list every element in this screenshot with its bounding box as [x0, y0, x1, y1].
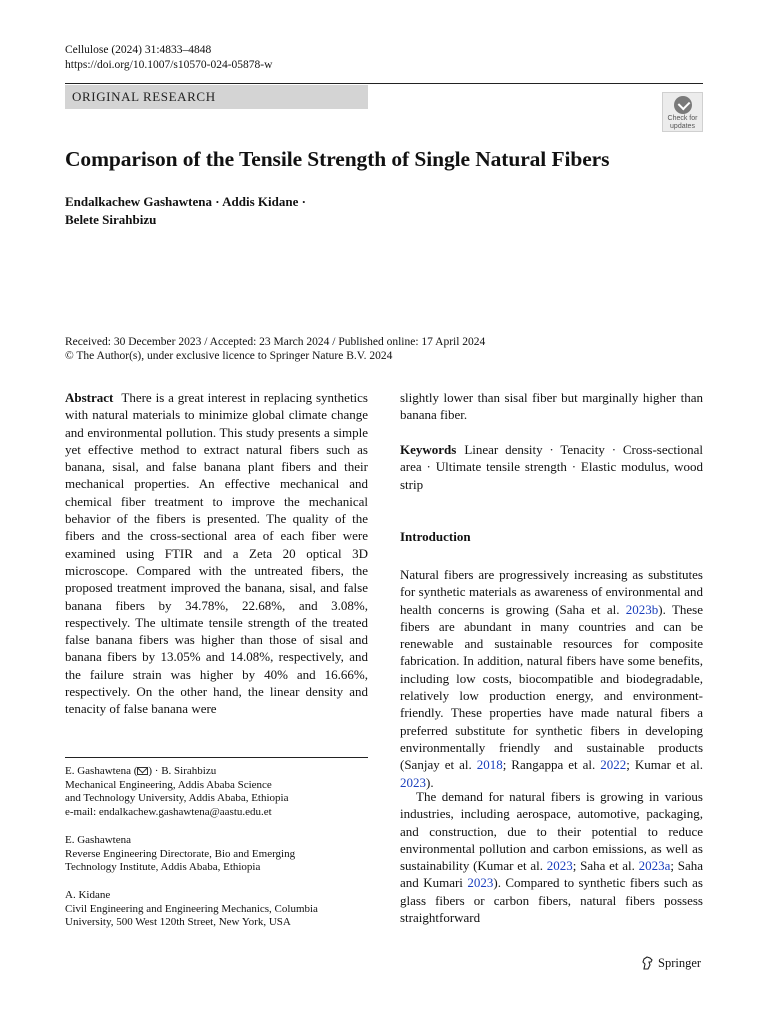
badge-line2: updates — [670, 123, 695, 130]
affiliation-2 — [65, 834, 295, 875]
citation-link[interactable]: 2018 — [476, 757, 503, 773]
copyright-line: © The Author(s), under exclusive licence to Springer Nature B.V. 2024 — [65, 350, 393, 362]
text: ; Saha and Kumari — [400, 858, 703, 891]
keywords-label: Keywords — [400, 442, 457, 457]
abstract-label: Abstract — [65, 390, 114, 405]
introduction-heading: Introduction — [400, 529, 471, 544]
dates-line: Received: 30 December 2023 / Accepted: 23 March 2024 / Published online: 17 April 2024 — [65, 336, 486, 348]
authors-line2: Belete Sirahbizu — [65, 212, 157, 227]
author-list — [65, 193, 306, 229]
citation-link[interactable]: 2023 — [546, 858, 573, 874]
section-label: ORIGINAL RESEARCH — [65, 85, 368, 109]
text: ; Kumar et al. — [626, 757, 703, 773]
abstract — [65, 389, 368, 718]
introduction-paragraph-1 — [400, 566, 703, 791]
text: ). These fibers are abundant in many countries and can be renewable and sustainable resources for composite fabrication. In addition, natural fibers have some benefits, including low costs, biocompatible and biodegradable, relatively low production energy, and environment-friendly. These properties have made natural fibers a preferred substitute for synthetic fibers in developing environmentally friendly and sustainable products (Sanjay et al. — [400, 601, 703, 773]
keywords — [400, 441, 703, 493]
affiliation-line: Mechanical Engineering, Addis Ababa Science — [65, 778, 272, 791]
text: Natural fibers are progressively increasing as substitutes for synthetic materials as awareness of environmental and health concerns is growing (Saha et al. — [400, 567, 703, 617]
introduction-paragraph-2 — [400, 788, 703, 926]
publisher-name: Springer — [658, 956, 702, 970]
citation-link[interactable]: 2022 — [600, 757, 627, 773]
affiliation-authors — [65, 765, 288, 779]
text: The demand for natural fibers is growing in various industries, including aerospace, automotive, packaging, and construction, due to their potential to reduce environmental pollution and carbon emissions, as well as sustainability (Kumar et al. — [400, 789, 703, 874]
affiliation-3 — [65, 889, 318, 930]
affiliation-line: Civil Engineering and Engineering Mechanics, Columbia — [65, 902, 318, 915]
citation-link[interactable]: 2023 — [400, 774, 426, 790]
footnote-rule — [65, 757, 368, 758]
text: E. Gashawtena ( — [65, 765, 138, 777]
header-rule — [65, 83, 703, 84]
affiliation-line: Technology Institute, Addis Ababa, Ethiopia — [65, 861, 261, 874]
text: ; Rangappa et al. — [502, 757, 601, 773]
publication-dates — [65, 335, 485, 363]
doi-link[interactable]: https://doi.org/10.1007/s10570-024-05878-w — [65, 59, 273, 71]
text: ) · B. Sirahbizu — [148, 765, 217, 777]
text: ; Saha et al. — [572, 858, 639, 874]
affiliation-authors: A. Kidane — [65, 889, 111, 901]
badge-line1: Check for — [667, 115, 698, 122]
citation-link[interactable]: 2023a — [638, 858, 671, 874]
affiliation-line: University, 500 West 120th Street, New York, USA — [65, 916, 291, 929]
authors-line1: Endalkachew Gashawtena · Addis Kidane · — [65, 194, 306, 209]
envelope-icon[interactable] — [137, 767, 148, 775]
abstract-continuation: slightly lower than sisal fiber but marginally higher than banana fiber. — [400, 390, 703, 423]
keywords-text: Linear density · Tenacity · Cross-sectional area · Ultimate tensile strength · Elastic modulus, wood strip — [400, 442, 703, 492]
article-title: Comparison of the Tensile Strength of Single Natural Fibers — [65, 147, 610, 171]
citation-link[interactable]: 2023 — [467, 875, 494, 891]
check-for-updates-badge[interactable] — [662, 92, 703, 132]
email-link[interactable]: e-mail: endalkachew.gashawtena@aastu.edu.et — [65, 806, 272, 819]
affiliation-line: and Technology University, Addis Ababa, Ethiopia — [65, 792, 289, 805]
abstract-text: There is a great interest in replacing synthetics with natural materials to minimize global climate change and environmental pollution. This study presents a simple yet effective method to extract natural fibers such as banana, sisal, and false banana plant fibers and their mechanical properties. An effective mechanical and chemical fiber treatment to improve the mechanical behavior of the fibers is presented. The quality of the fibers and the cross-sectional area of each fiber were examined using FTIR and a Zeta 20 optical 3D microscope. Compared with the untreated fibers, the proposed treatment improved the banana, sisal, and false banana fibers by 34.78%, 22.68%, and 3.08%, respectively. The ultimate tensile strength of the treated false banana fibers was higher than those of sisal and banana fibers by 13.05% and 14.08%, respectively, and the failure strain was higher by 40% and 16.66%, respectively. On the other hand, the linear density and tenacity of false banana were — [65, 390, 368, 717]
check-circle-icon — [674, 96, 692, 114]
citation-link[interactable]: 2023b — [625, 601, 659, 617]
journal-citation: Cellulose (2024) 31:4833–4848 — [65, 44, 212, 56]
affiliation-authors: E. Gashawtena — [65, 834, 131, 846]
text: ). Compared to synthetic fibers such as glass fibers or carbon fibers, natural fibers possess straightforward — [400, 875, 703, 926]
publisher-logo — [641, 955, 701, 971]
springer-horse-icon — [641, 956, 654, 970]
text: ). — [426, 774, 434, 790]
affiliation-1 — [65, 765, 288, 820]
affiliation-line: Reverse Engineering Directorate, Bio and Emerging — [65, 847, 296, 860]
